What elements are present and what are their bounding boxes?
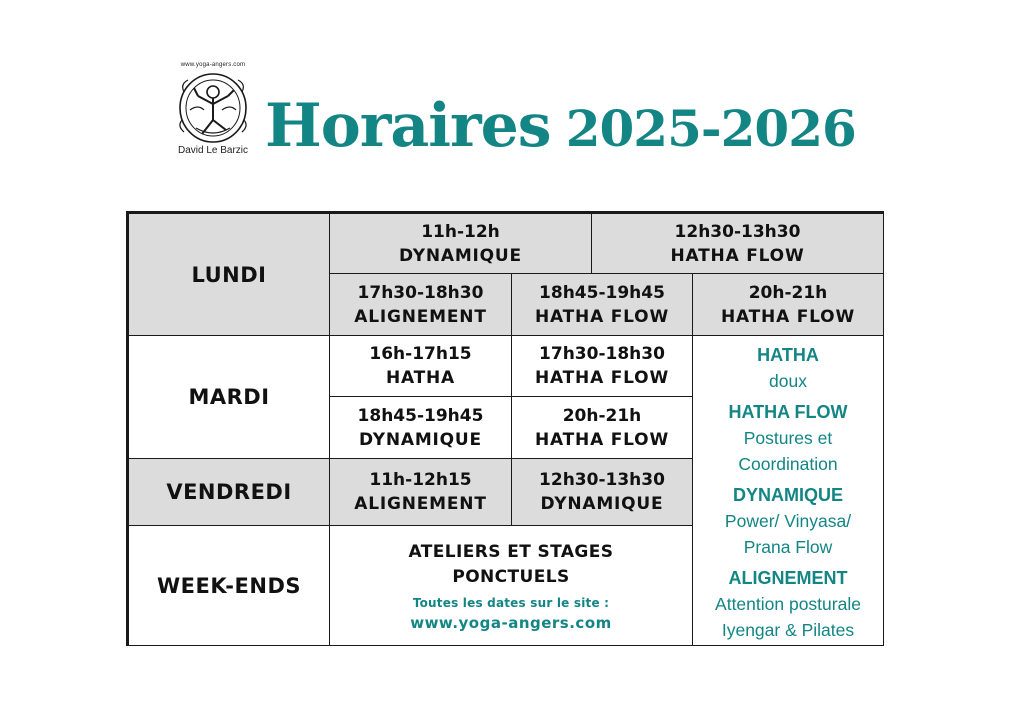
class-slot [329, 213, 592, 274]
slot-time: 12h30-13h30 [674, 221, 801, 242]
slot-time: 16h-17h15 [369, 344, 472, 364]
class-slot [329, 273, 512, 336]
slot-class: HATHA FLOW [670, 245, 805, 266]
legend-desc-hatha-flow-2: Coordination [738, 454, 838, 474]
weekend-title-line2: PONCTUELS [452, 566, 570, 587]
slot-class: HATHA FLOW [534, 306, 669, 327]
slot-class: DYNAMIQUE [359, 429, 482, 450]
website-link[interactable]: www.yoga-angers.com [410, 613, 612, 632]
slot-time: 20h-21h [562, 405, 642, 426]
legend-name-dynamique: DYNAMIQUE [732, 485, 843, 505]
slot-class: DYNAMIQUE [399, 245, 522, 266]
slot-time: 17h30-18h30 [539, 344, 665, 364]
title-year: 2025-2026 [565, 99, 856, 158]
legend-desc-dynamique-2: Prana Flow [743, 537, 833, 557]
slot-class: ALIGNEMENT [354, 494, 487, 514]
slot-class: DYNAMIQUE [540, 494, 664, 514]
slot-class: HATHA FLOW [720, 306, 855, 327]
slot-time: 17h30-18h30 [357, 282, 484, 303]
class-legend [692, 335, 884, 646]
schedule-table [126, 211, 884, 646]
weekend-workshops [329, 525, 693, 646]
legend-desc-hatha-flow-1: Postures et [743, 428, 833, 448]
slot-time: 11h-12h15 [369, 470, 472, 490]
dancing-deity-logo-icon [176, 70, 250, 146]
title-word: Horaires [265, 91, 551, 161]
class-slot [329, 335, 512, 397]
day-cell-lundi [128, 213, 330, 336]
class-slot [692, 273, 884, 336]
weekend-note: Toutes les dates sur le site : [412, 595, 610, 610]
class-slot [329, 458, 512, 526]
day-cell-vendredi [128, 458, 330, 526]
class-slot [329, 396, 512, 459]
legend-desc-hatha: doux [769, 371, 807, 391]
slot-time: 18h45-19h45 [539, 282, 665, 303]
page-title [265, 91, 856, 161]
legend-name-hatha: HATHA [757, 345, 819, 365]
slot-time: 20h-21h [748, 282, 828, 303]
slot-time: 18h45-19h45 [357, 405, 484, 426]
logo-url-text: www.yoga-angers.com [180, 62, 246, 68]
legend-desc-alignement-2: Iyengar & Pilates [721, 620, 855, 640]
slot-class: HATHA FLOW [534, 368, 669, 388]
legend-desc-dynamique-1: Power/ Vinyasa/ [724, 511, 852, 531]
weekend-title-line1: ATELIERS ET STAGES [408, 541, 614, 562]
class-slot [511, 273, 693, 336]
slot-time: 11h-12h [421, 221, 500, 242]
slot-class: ALIGNEMENT [354, 306, 487, 327]
day-label: WEEK-ENDS [157, 573, 301, 598]
logo [166, 62, 260, 160]
day-cell-mardi [128, 335, 330, 459]
legend-name-hatha-flow: HATHA FLOW [728, 402, 848, 422]
legend-desc-alignement-1: Attention posturale [715, 594, 861, 614]
slot-class: HATHA [385, 368, 456, 388]
class-slot [511, 396, 693, 459]
slot-class: HATHA FLOW [534, 429, 669, 450]
day-label: LUNDI [191, 262, 267, 287]
day-label: VENDREDI [166, 480, 292, 504]
class-slot [511, 458, 693, 526]
class-slot [511, 335, 693, 397]
legend-name-alignement: ALIGNEMENT [728, 568, 848, 588]
class-slot [591, 213, 884, 274]
logo-signature: David Le Barzic [177, 145, 249, 156]
day-cell-weekends [128, 525, 330, 646]
slot-time: 12h30-13h30 [539, 470, 665, 490]
day-label: MARDI [188, 385, 270, 409]
